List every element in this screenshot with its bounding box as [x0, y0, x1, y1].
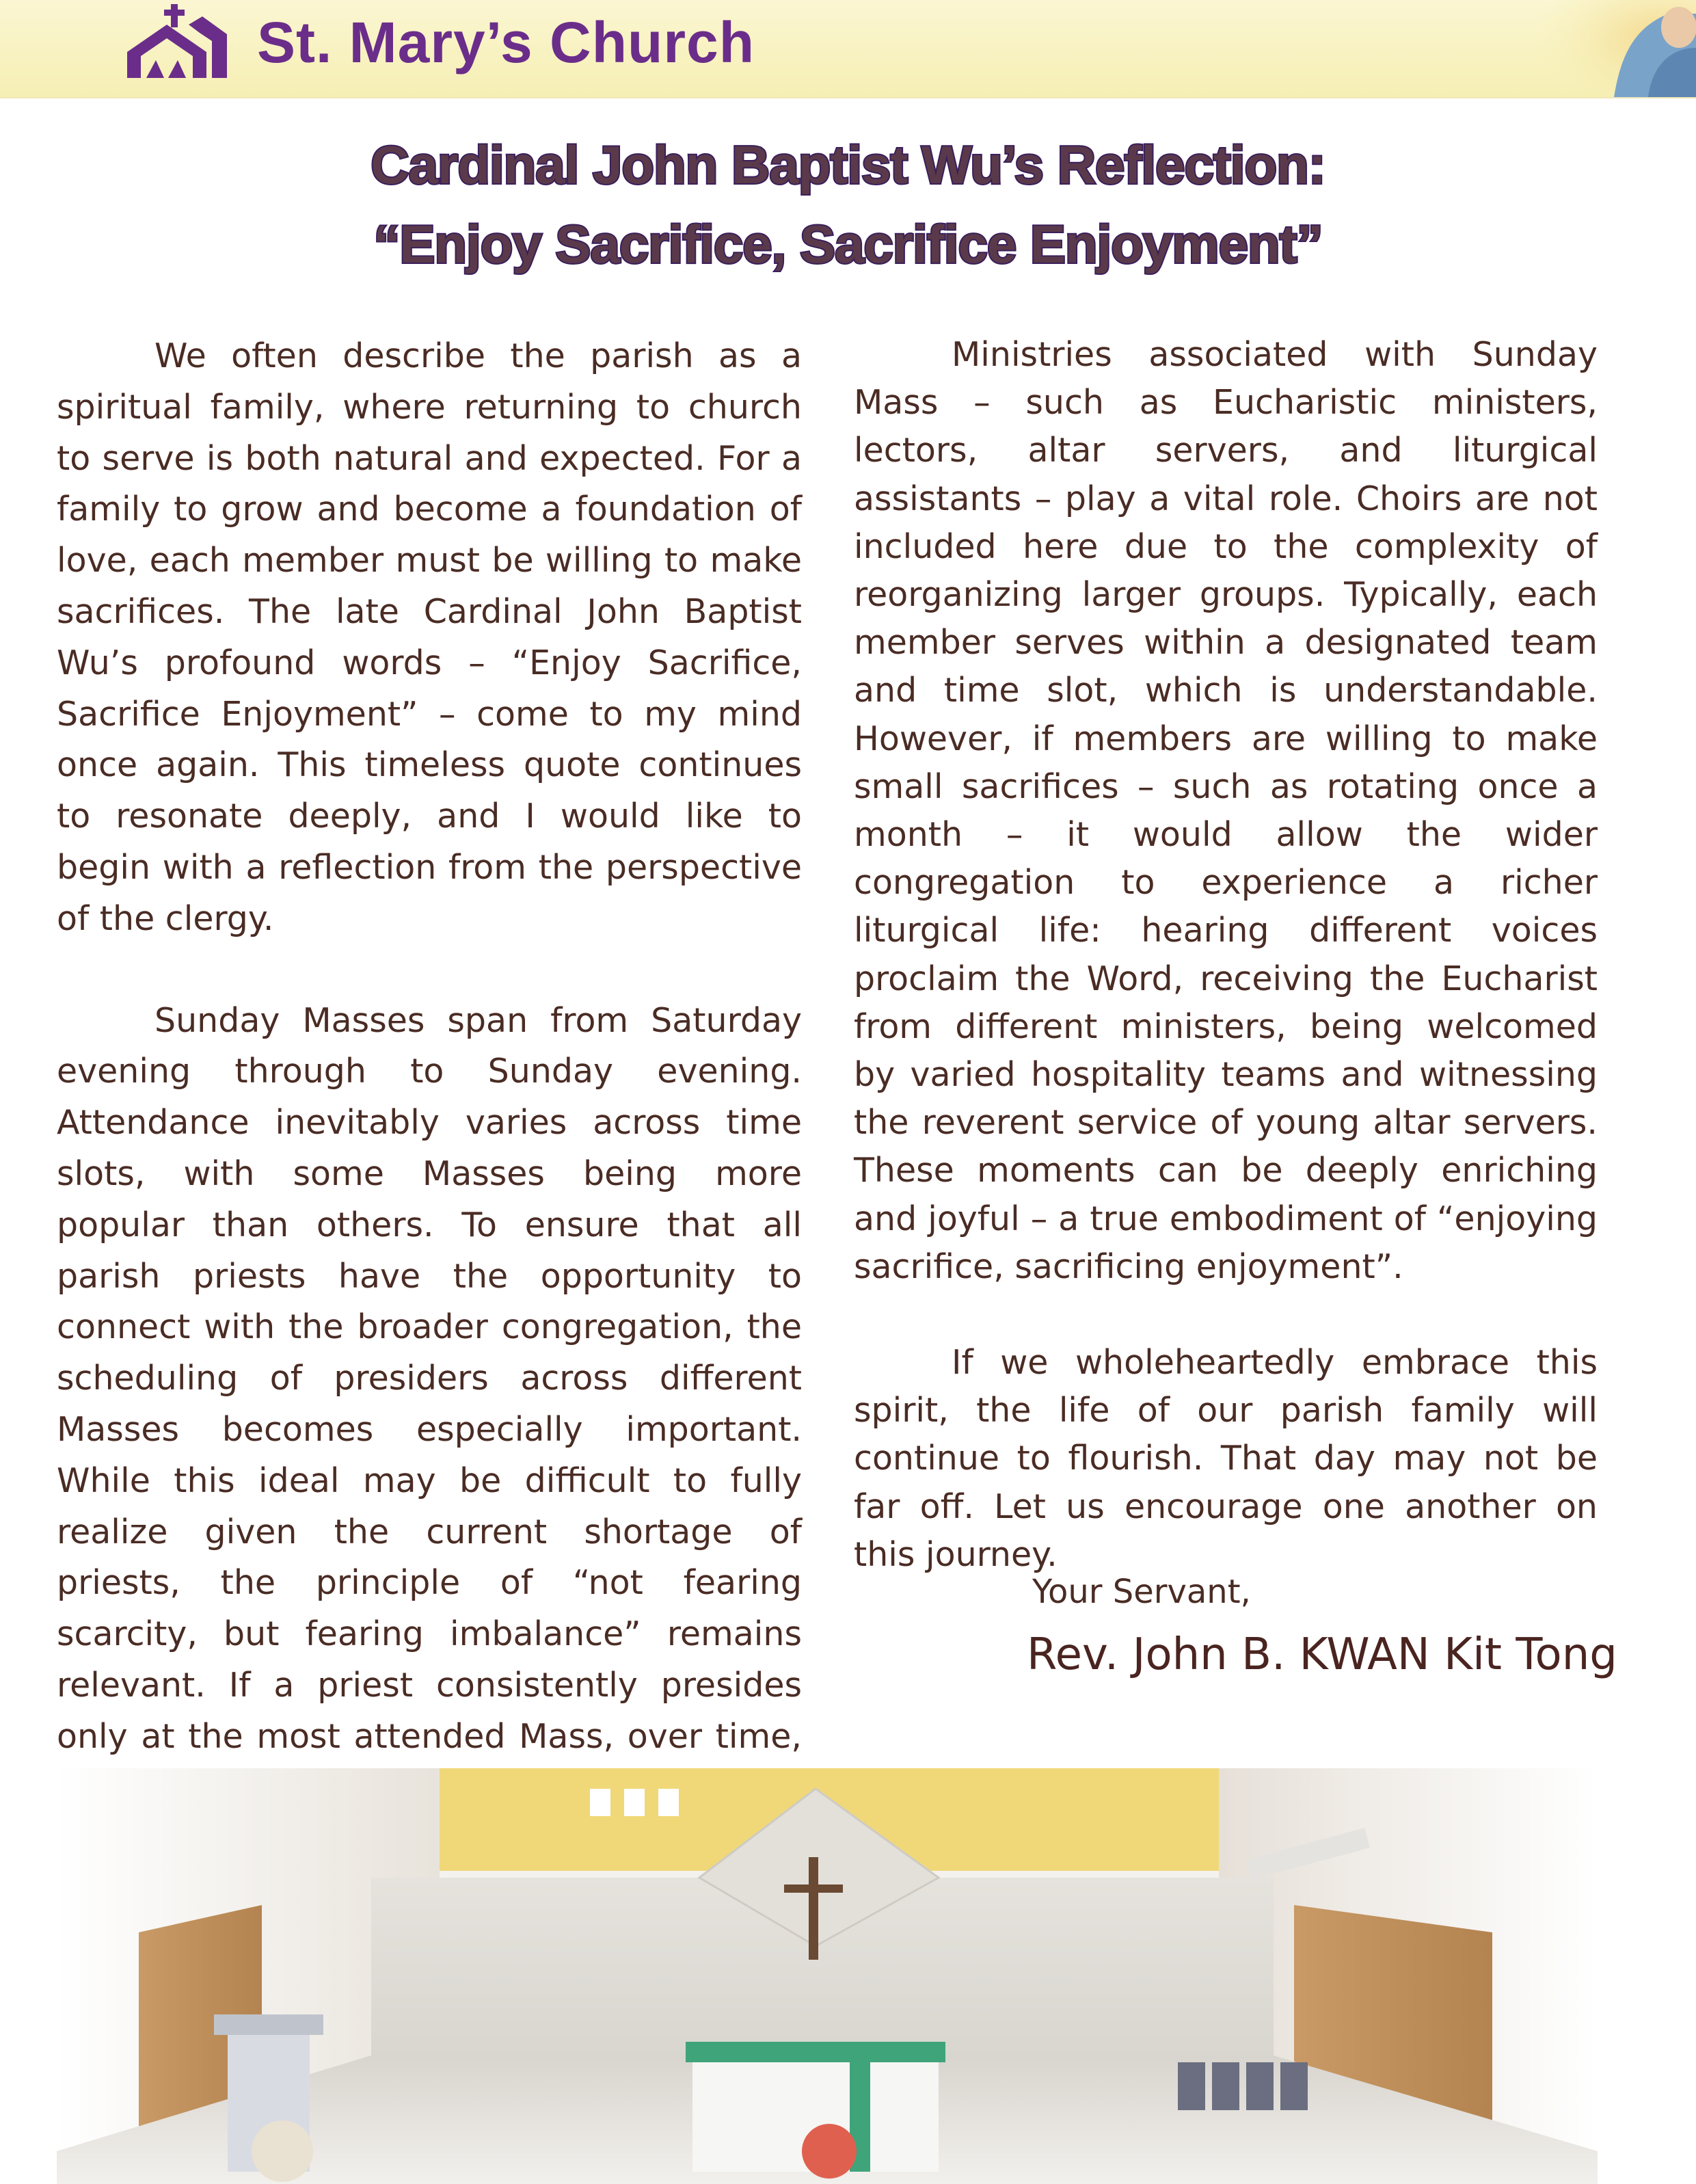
paragraph-2: Sunday Masses span from Saturday evening through to Sunday evening. Attendance inevitably varies across time slots, with some Masses being more popular than others. To ensure that all parish priests have the opportunity to connect with the broader congregation, the scheduling of presiders across different Masses becomes especially important. While this ideal may be difficult to fully realize given the current shortage of priests, the principle of “not fearing scarcity, but fearing imbalance” remains relevant. If a priest consistently presides only at the most attended Mass, over time, [57, 1000, 802, 1756]
church-interior-photo [57, 1768, 1598, 2184]
page-header [0, 0, 1696, 98]
left-column [57, 331, 802, 1916]
church-name: St. Mary’s Church [257, 10, 755, 75]
paragraph-4: If we wholeheartedly embrace this spirit, the life of our parish family will continue to flourish. That day may not be far off. Let us encourage one another on this journey. [854, 1343, 1598, 1574]
article-title-line-1: Cardinal John Baptist Wu’s Reflection: [371, 135, 1325, 195]
mary-statue-image [1532, 0, 1696, 97]
signature: Rev. John B. KWAN Kit Tong [1027, 1629, 1617, 1680]
church-logo-icon [126, 4, 228, 81]
paragraph-3: Ministries associated with Sunday Mass – such as Eucharistic ministers, lectors, altar servers, and liturgical assistants – play a vital role. Choirs are not included here due to the complexity of reorganizing larger groups. Typically, each member serves within a designated team and time slot, which is understandable. However, if members are willing to make small sacrifices – such as rotating once a month – it would allow the wider congregation to experience a richer liturgical life: hearing different voices proclaim the Word, receiving the Eucharist from different ministers, being welcomed by varied hospitality teams and witnessing the reverent service of young altar servers. These moments can be deeply enriching and joyful – a true embodiment of “enjoying sacrifice, sacrificing enjoyment”. [854, 335, 1598, 1286]
article-title-line-2: “Enjoy Sacrifice, Sacrifice Enjoyment” [373, 214, 1323, 274]
right-column [854, 331, 1598, 1579]
closing-text: Your Servant, [1032, 1573, 1251, 1611]
paragraph-1: We often describe the parish as a spiritual family, where returning to church to serve is both natural and expected. For a family to grow and become a foundation of love, each member must be willing to make sacrifices. The late Cardinal John Baptist Wu’s profound words – “Enjoy Sacrifice, Sacrifice Enjoyment” – come to my mind once again. This timeless quote continues to resonate deeply, and I would like to begin with a reflection from the perspective of the clergy. [57, 336, 802, 938]
